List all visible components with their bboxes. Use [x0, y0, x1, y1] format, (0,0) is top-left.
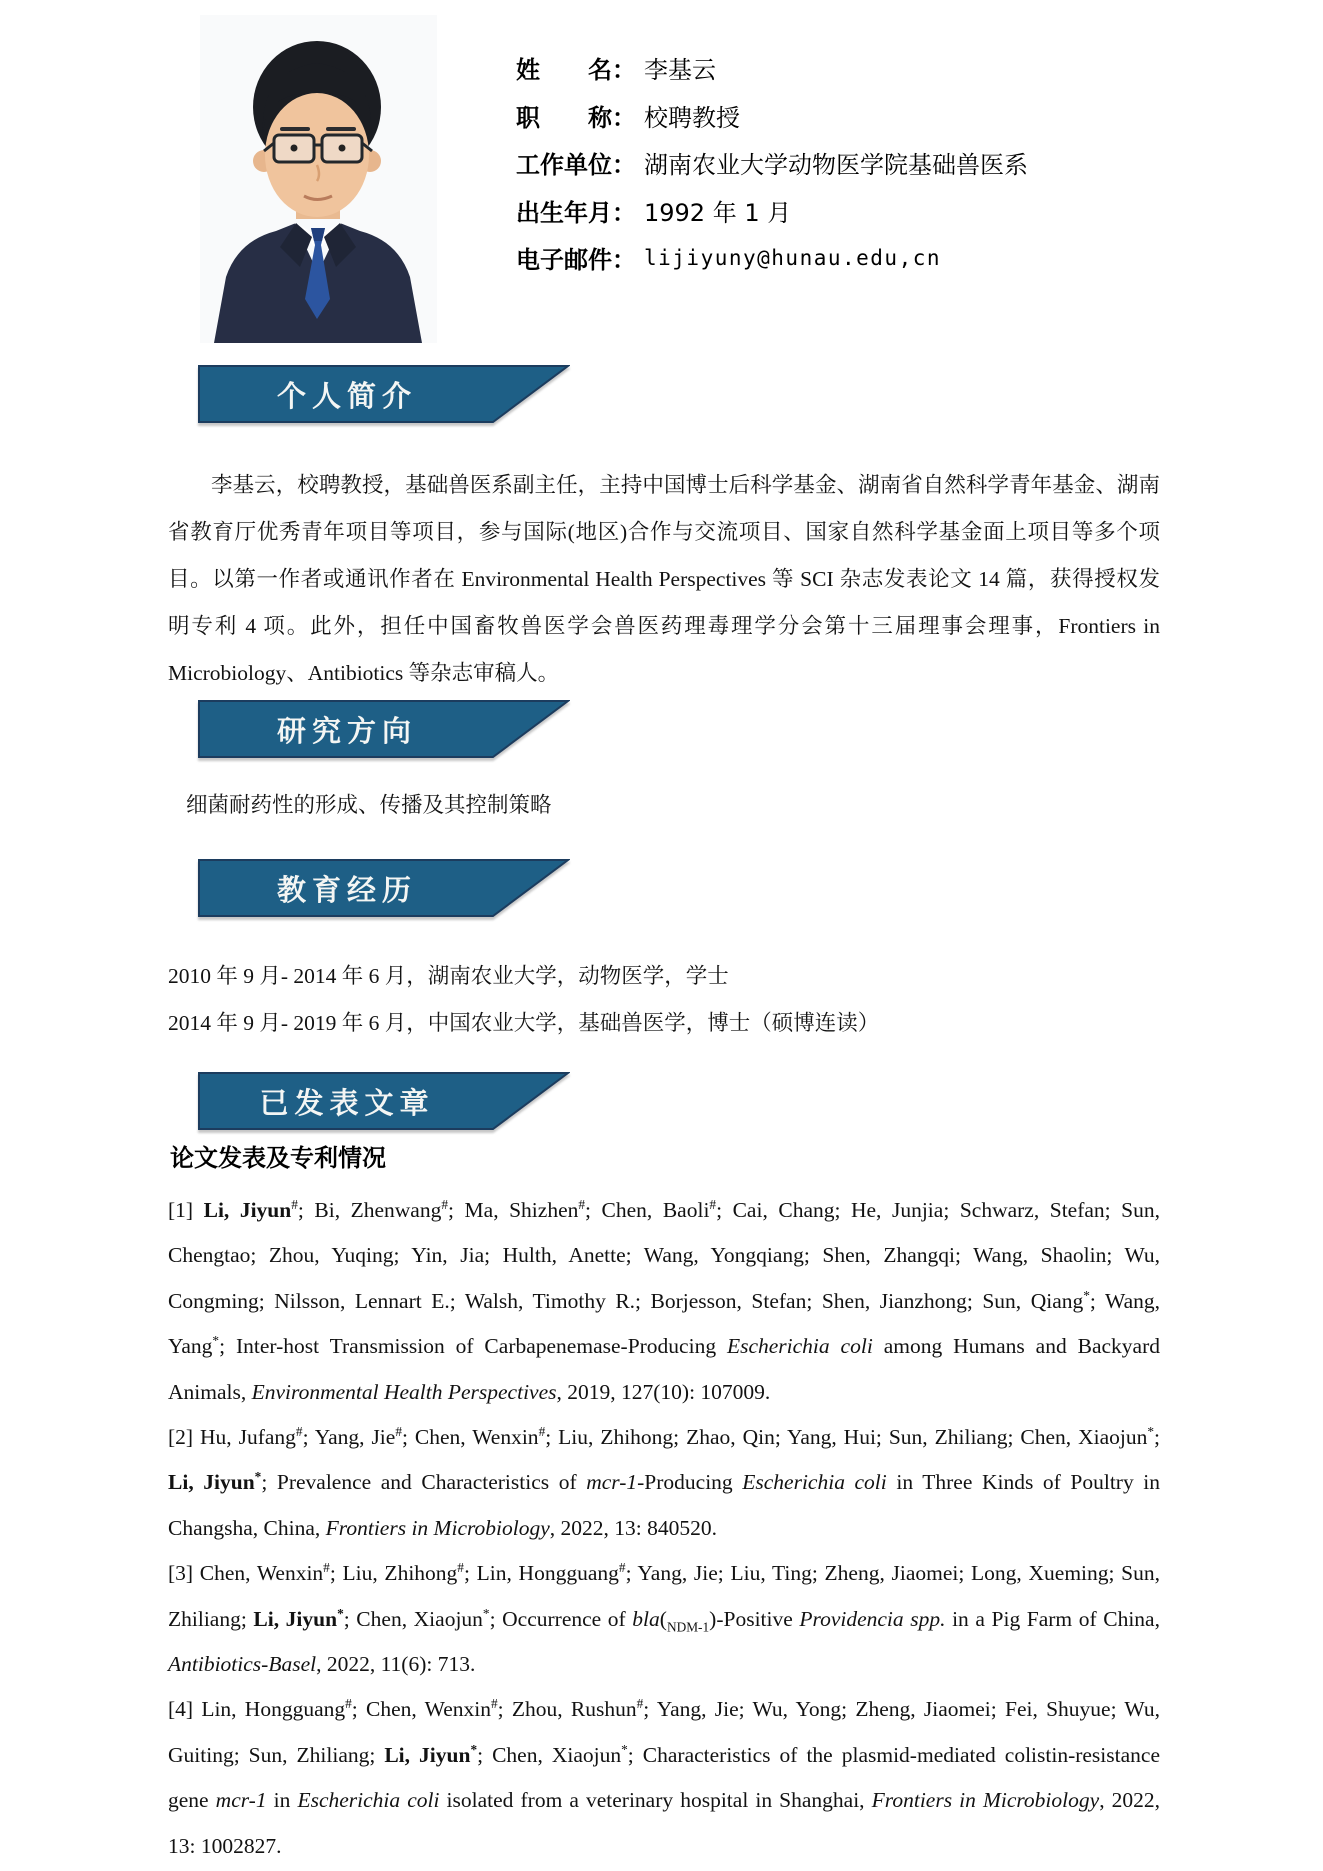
text-segment: ; Wang, Yang	[168, 1288, 1161, 1359]
text-segment: ; Ma, Shizhen	[448, 1198, 579, 1222]
publication-item	[168, 1415, 1160, 1551]
info-field-value: 1992 年 1 月	[644, 198, 792, 227]
text-segment: *	[212, 1333, 220, 1349]
text-segment: #	[709, 1196, 717, 1212]
text-segment: ; Chen, Xiaojun	[477, 1742, 622, 1767]
text-segment: ; Yang, Jie; Liu, Ting; Zheng, Jiaomei; Long, Xueming; Sun, Zhiliang;	[168, 1561, 1161, 1631]
text-segment: *	[621, 1741, 628, 1757]
text-segment: [2] Hu, Jufang	[168, 1425, 296, 1450]
text-segment: bla	[632, 1606, 660, 1631]
text-segment: ; Lin, Hongguang	[463, 1561, 619, 1586]
section-banner-intro	[198, 365, 570, 423]
text-segment: , 2022, 13: 1002827.	[168, 1788, 1161, 1858]
info-field-label: 工作单位：	[516, 151, 636, 180]
publication-item	[168, 1188, 1160, 1415]
info-field-label: 电子邮件：	[516, 246, 636, 275]
profile-info	[516, 44, 1028, 282]
text-segment: Frontiers in Microbiology	[325, 1515, 550, 1540]
info-field-row	[516, 44, 1028, 92]
text-segment: [4] Lin, Hongguang	[168, 1697, 346, 1722]
text-segment: in a Pig Farm of China,	[945, 1606, 1160, 1631]
text-segment: ; Characteristics of the plasmid-mediated colistin-resistance gene	[168, 1742, 1160, 1813]
info-field-row	[516, 234, 1028, 282]
text-segment: isolated from a veterinary hospital in Shanghai,	[439, 1788, 872, 1813]
text-segment: ; Prevalence and Characteristics of	[261, 1470, 587, 1495]
text-segment: #	[490, 1696, 498, 1712]
text-segment: ; Chen, Baoli	[585, 1198, 710, 1222]
text-segment: ;	[1154, 1425, 1160, 1450]
info-field-label: 职 称：	[516, 103, 636, 132]
text-segment: ; Chen, Xiaojun	[343, 1606, 483, 1631]
section-title-education: 教育经历	[276, 872, 417, 907]
text-segment: #	[441, 1196, 449, 1212]
info-field-value: lijiyuny@hunau.edu,cn	[644, 245, 942, 270]
text-segment: Li, Jiyun	[168, 1470, 255, 1495]
text-segment: Escherichia coli	[297, 1788, 440, 1813]
text-segment: ; Occurrence of	[489, 1606, 633, 1631]
text-segment: ; Chen, Wenxin	[351, 1697, 491, 1722]
section-banner-publications	[198, 1072, 570, 1130]
education-list	[168, 953, 879, 1047]
info-field-row	[516, 139, 1028, 187]
research-content: 细菌耐药性的形成、传播及其控制策略	[186, 793, 552, 817]
text-segment: ; Zhou, Rushun	[497, 1697, 637, 1722]
text-segment: *	[337, 1605, 344, 1621]
text-segment: ; Cai, Chang; He, Junjia; Schwarz, Stefan; Sun, Chengtao; Zhou, Yuqing; Yin, Jia; Hulth, Anette; Wang, Yongqiang; Shen, Zhangqi; Wang, Shaolin; Wu, Congming; Nilsson, Lennart E.; Walsh, Timothy R.; Borjesson, Stefan; Shen, Jianzhong; Sun, Qiang	[168, 1198, 1161, 1313]
text-segment: *	[1147, 1423, 1155, 1439]
text-segment: mcr-1	[215, 1788, 267, 1813]
section-title-research: 研究方向	[276, 713, 417, 748]
info-field-value: 湖南农业大学动物医学院基础兽医系	[644, 151, 1028, 180]
text-segment: mcr-1	[586, 1470, 638, 1495]
text-segment: in	[266, 1788, 298, 1813]
text-segment: Providencia spp.	[799, 1606, 946, 1631]
info-field-value: 李基云	[644, 56, 716, 85]
text-segment: , 2022, 11(6): 713.	[316, 1652, 476, 1677]
text-segment: ; Chen, Wenxin	[402, 1425, 539, 1450]
text-segment: *	[1083, 1287, 1090, 1303]
text-segment: -Producing	[637, 1470, 743, 1495]
text-segment: #	[457, 1560, 464, 1576]
text-segment: #	[618, 1560, 626, 1576]
section-title-publications: 已发表文章	[259, 1085, 435, 1120]
text-segment: ; Inter-host Transmission of Carbapenemase-Producing	[219, 1334, 727, 1359]
text-segment: among Humans and Backyard Animals,	[168, 1334, 1160, 1404]
education-item: 2014 年 9 月- 2019 年 6 月，中国农业大学，基础兽医学，博士（硕博连读）	[168, 1011, 880, 1035]
intro-paragraph: 李基云，校聘教授，基础兽医系副主任，主持中国博士后科学基金、湖南省自然科学青年基金、湖南省教育厅优秀青年项目等项目，参与国际(地区)合作与交流项目、国家自然科学基金面上项目等多个项目。以第一作者或通讯作者在 Environmental Health Perspectives 等 SCI 杂志发表论文 14 篇，获得授权发明专利 4 项。此外，担任中国畜牧兽医学会兽医药理毒理学分会第十三届理事会理事，Frontiers in Microbiology、Antibiotics 等杂志审稿人。	[168, 473, 1160, 685]
text-segment: Li, Jiyun	[203, 1198, 292, 1222]
text-segment: ; Yang, Jie; Wu, Yong; Zheng, Jiaomei; Fei, Shuyue; Wu, Guiting; Sun, Zhiliang;	[168, 1697, 1160, 1767]
text-segment: ; Yang, Jie	[302, 1425, 396, 1450]
section-banner-education	[198, 859, 570, 917]
text-segment: ; Liu, Zhihong; Zhao, Qin; Yang, Hui; Sun, Zhiliang; Chen, Xiaojun	[545, 1425, 1148, 1450]
education-item: 2010 年 9 月- 2014 年 6 月，湖南农业大学，动物医学，学士	[168, 964, 729, 988]
text-segment: Environmental Health Perspectives	[251, 1379, 557, 1404]
text-segment: ; Bi, Zhenwang	[297, 1198, 442, 1222]
text-segment: Escherichia coli	[726, 1334, 873, 1359]
section-title-intro: 个人简介	[276, 378, 417, 413]
text-segment: , 2022, 13: 840520.	[549, 1515, 718, 1540]
text-segment: Antibiotics-Basel	[168, 1652, 317, 1677]
text-segment: Frontiers in Microbiology	[871, 1788, 1100, 1813]
text-segment: Li, Jiyun	[384, 1742, 471, 1767]
text-segment: (	[659, 1606, 667, 1631]
text-segment: *	[470, 1741, 478, 1757]
text-segment: , 2019, 127(10): 107009.	[556, 1379, 771, 1404]
profile-photo	[200, 15, 437, 343]
text-segment: #	[345, 1696, 352, 1712]
text-segment: #	[636, 1696, 644, 1712]
text-segment: *	[254, 1469, 262, 1485]
text-segment: #	[291, 1196, 298, 1212]
text-segment: #	[323, 1560, 330, 1576]
text-segment: [3] Chen, Wenxin	[168, 1561, 324, 1586]
text-segment: )-Positive	[709, 1606, 800, 1631]
text-segment: #	[538, 1423, 546, 1439]
text-segment: #	[295, 1423, 303, 1439]
publication-item	[168, 1551, 1160, 1687]
text-segment: Li, Jiyun	[253, 1606, 338, 1631]
publications-heading: 论文发表及专利情况	[170, 1144, 386, 1172]
text-segment: [1]	[168, 1198, 204, 1222]
info-field-row	[516, 187, 1028, 235]
text-segment: NDM-1	[666, 1618, 710, 1634]
text-segment: Escherichia coli	[742, 1470, 887, 1495]
text-segment: *	[482, 1605, 490, 1621]
text-segment: ; Liu, Zhihong	[329, 1561, 458, 1586]
info-field-label: 姓 名：	[516, 56, 636, 85]
publications-list	[168, 1188, 1160, 1869]
portrait-illustration	[200, 15, 437, 343]
text-segment: #	[395, 1423, 402, 1439]
text-segment: #	[578, 1196, 586, 1212]
info-field-row	[516, 92, 1028, 140]
info-field-label: 出生年月：	[516, 198, 636, 227]
section-banner-research	[198, 700, 570, 758]
text-segment: in Three Kinds of Poultry in Changsha, China,	[168, 1470, 1161, 1540]
publication-item	[168, 1687, 1160, 1869]
info-field-value: 校聘教授	[644, 103, 740, 132]
